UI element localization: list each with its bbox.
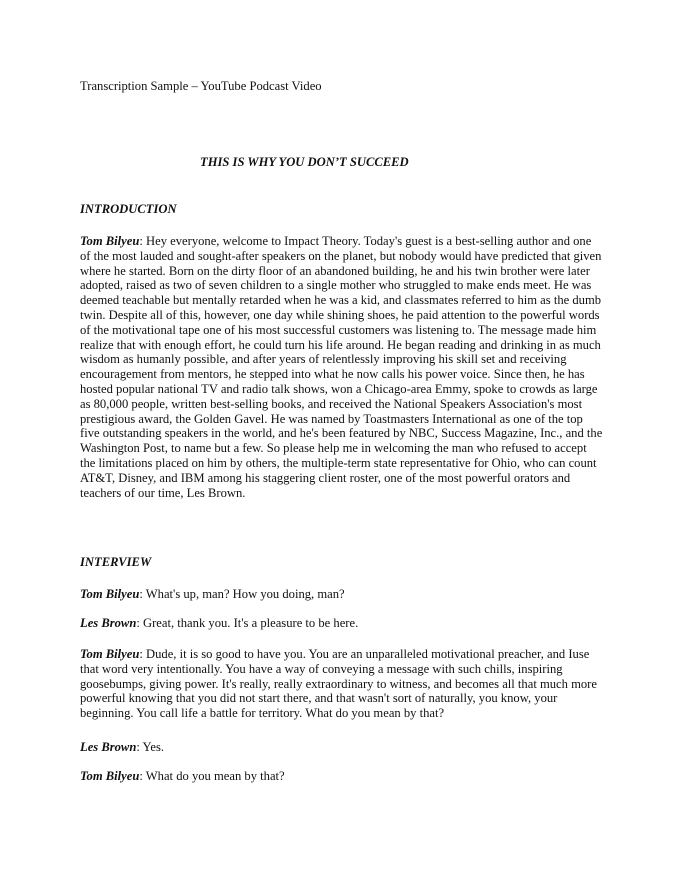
document-label: Transcription Sample – YouTube Podcast Video xyxy=(80,79,322,93)
paragraph-text: Hey everyone, welcome to Impact Theory. Today's guest is a best-selling author and one of the most lauded and sought-after speakers on the planet, but nobody would have predicted that given where he started. Born on the dirty floor of an abandoned building, he and his twin brother were later adopted, raised as two of seven children to a single mother who struggled to make ends meet. He was deemed teachable but mentally retarded when he was a kid, and classmates referred to him as the dumb twin. Despite all of this, however, one day while shining shoes, he paid attention to the powerful words of the motivational tape one of his most successful customers was listening to. The message made him realize that with enough effort, he could turn his life around. He began reading and drinking in as much wisdom as humanly possible, and after years of relentlessly improving his skill set and receiving encouragement from mentors, he stepped into what he now calls his power voice. Since then, he has hosted popular national TV and radio talk shows, won a Chicago-area Emmy, spoke to crowds as large as 80,000 people, written best-selling books, and received the National Speakers Association's most prestigious award, the Golden Gavel. He was named by Toastmasters International as one of the top five outstanding speakers in the world, and he's been featured by NBC, Success Magazine, Inc., and the Washington Post, to name but a few. So please help me in welcoming the man who refused to accept the limitations placed on him by others, the multiple-term state representative for Ohio, who can count AT&T, Disney, and IBM among his staggering client roster, one of the most powerful orators and teachers of our time, Les Brown. xyxy=(80,234,603,500)
interview-exchange-1: Tom Bilyeu: What's up, man? How you doing, man? xyxy=(80,587,345,601)
interview-exchange-4: Les Brown: Yes. xyxy=(80,740,165,754)
speaker-name: Tom Bilyeu xyxy=(80,647,140,661)
interview-heading: INTERVIEW xyxy=(80,555,152,569)
exchange-text: Yes. xyxy=(142,740,165,754)
exchange-text: What's up, man? How you doing, man? xyxy=(145,587,345,601)
exchange-text: What do you mean by that? xyxy=(145,769,285,783)
speaker-name: Tom Bilyeu xyxy=(80,769,140,783)
speaker-name: Les Brown xyxy=(80,740,137,754)
speaker-name: Tom Bilyeu xyxy=(80,234,140,248)
exchange-text: Great, thank you. It's a pleasure to be here. xyxy=(143,616,359,630)
introduction-heading: INTRODUCTION xyxy=(80,202,177,216)
interview-exchange-5: Tom Bilyeu: What do you mean by that? xyxy=(80,769,285,783)
document-title: THIS IS WHY YOU DON’T SUCCEED xyxy=(200,155,409,169)
interview-exchange-3: Tom Bilyeu: Dude, it is so good to have you. You are an unparalleled motivational preacher, and Iuse that word very intentionally. You have a way of conveying a message with such chills, inspiring goosebumps, giving power. It's really, really extraordinary to witness, and becomes all that much more powerful knowing that you did not start there, and that wasn't sort of naturally, you know, your beginning. You call life a battle for territory. What do you mean by that? xyxy=(80,647,597,721)
introduction-paragraph: Tom Bilyeu: Hey everyone, welcome to Impact Theory. Today's guest is a best-selling author and one of the most lauded and sought-after speakers on the planet, but nobody would have predicted that given where he started. Born on the dirty floor of an abandoned building, he and his twin brother were later adopted, raised as two of seven children to a single mother who struggled to make ends meet. He was deemed teachable but mentally retarded when he was a kid, and classmates referred to him as the dumb twin. Despite all of this, however, one day while shining shoes, he paid attention to the powerful words of the motivational tape one of his most successful customers was listening to. The message made him realize that with enough effort, he could turn his life around. He began reading and drinking in as much wisdom as humanly possible, and after years of relentlessly improving his skill set and receiving encouragement from mentors, he stepped into what he now calls his power voice. Since then, he has hosted popular national TV and radio talk shows, won a Chicago-area Emmy, spoke to crowds as large as 80,000 people, written best-selling books, and received the National Speakers Association's most prestigious award, the Golden Gavel. He was named by Toastmasters International as one of the top five outstanding speakers in the world, and he's been featured by NBC, Success Magazine, Inc., and the Washington Post, to name but a few. So please help me in welcoming the man who refused to accept the limitations placed on him by others, the multiple-term state representative for Ohio, who can count AT&T, Disney, and IBM among his staggering client roster, one of the most powerful orators and teachers of our time, Les Brown. xyxy=(80,234,603,500)
interview-exchange-2: Les Brown: Great, thank you. It's a pleasure to be here. xyxy=(80,616,359,630)
speaker-name: Les Brown xyxy=(80,616,137,630)
speaker-name: Tom Bilyeu xyxy=(80,587,140,601)
exchange-text: Dude, it is so good to have you. You are an unparalleled motivational preacher, and Iuse that word very intentionally. You have a way of conveying a message with such chills, inspiring goosebumps, giving power. It's really, really extraordinary to witness, and becomes all that much more powerful knowing that you did not start there, and that wasn't sort of naturally, you know, your beginning. You call life a battle for territory. What do you mean by that? xyxy=(80,647,597,721)
